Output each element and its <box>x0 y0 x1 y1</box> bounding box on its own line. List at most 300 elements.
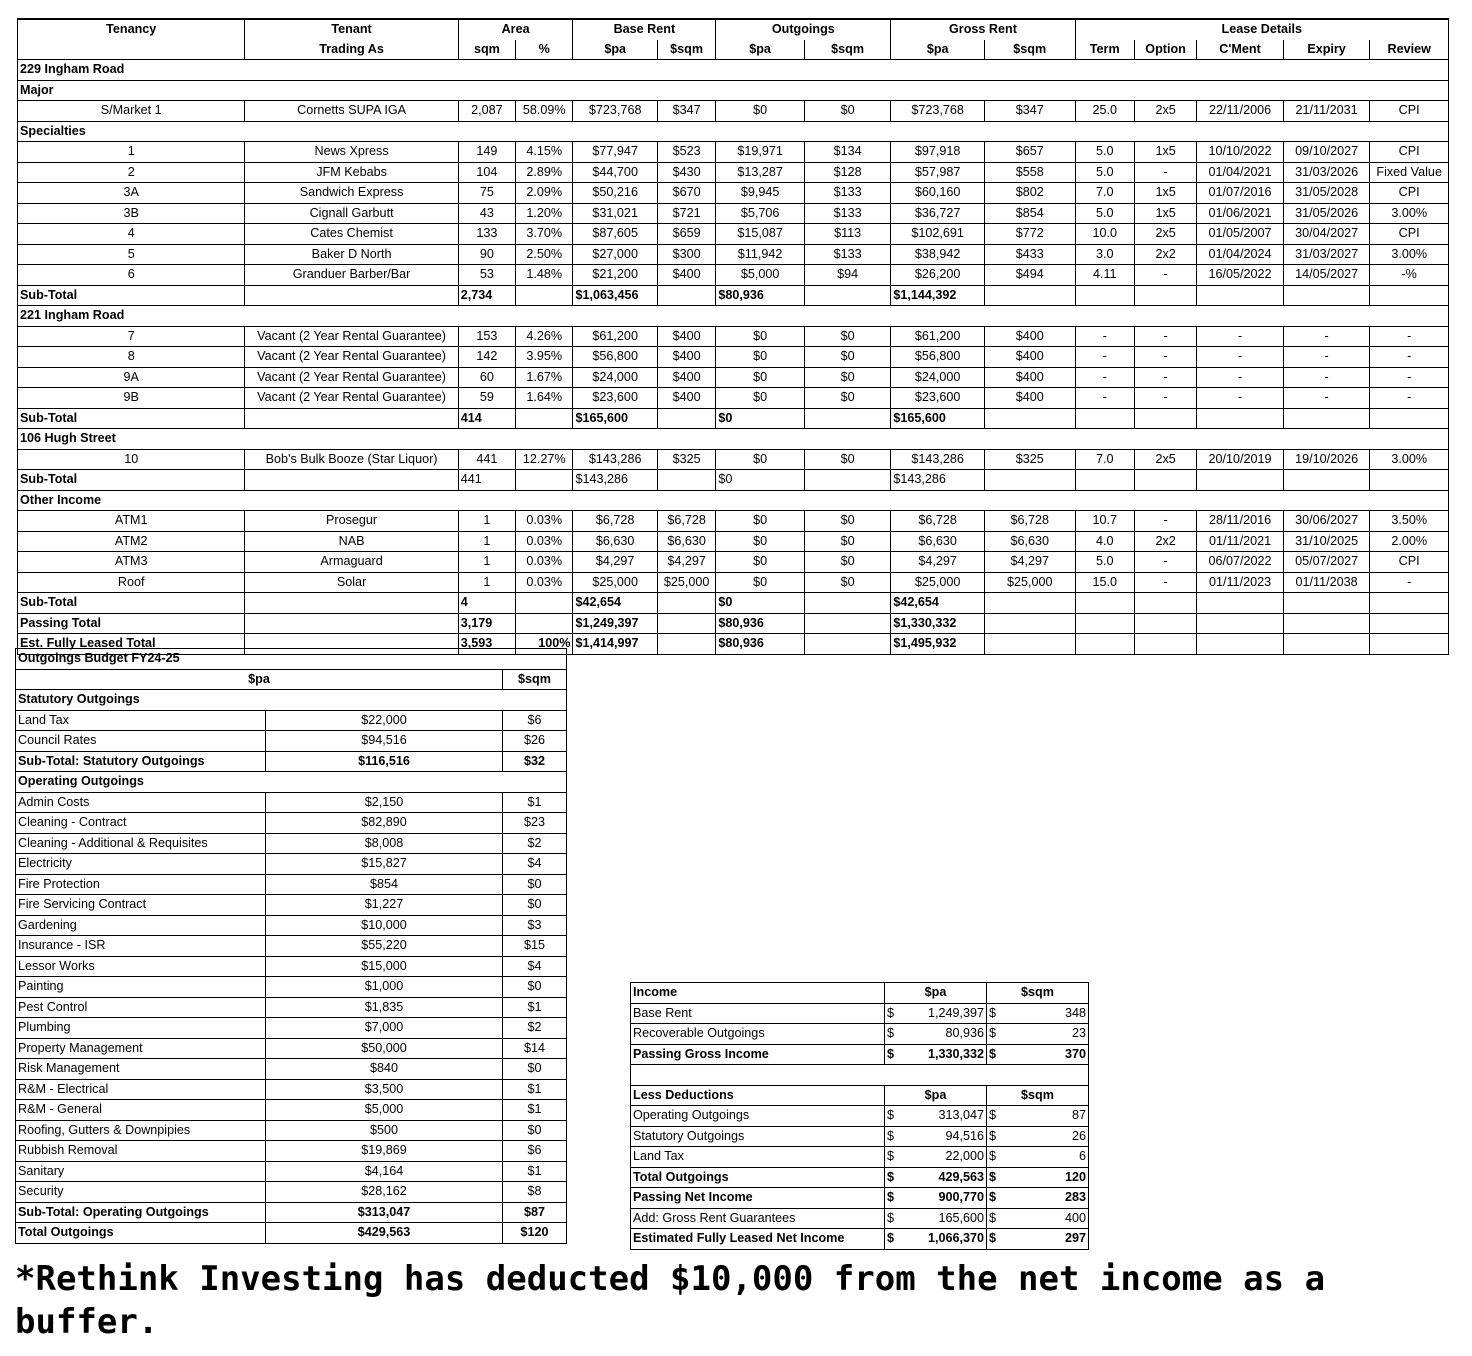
table-cell <box>1197 408 1284 429</box>
table-cell: $657 <box>984 142 1075 163</box>
table-cell: 1x5 <box>1134 183 1196 204</box>
table-cell: $400 <box>984 347 1075 368</box>
table-cell: $400 <box>657 265 715 286</box>
income-row <box>631 1167 1089 1188</box>
budget-item-pa: $840 <box>266 1059 503 1080</box>
table-cell: 21/11/2031 <box>1283 101 1370 122</box>
table-row <box>18 367 1449 388</box>
table-cell: 53 <box>458 265 515 286</box>
table-cell: $400 <box>657 347 715 368</box>
table-cell: 3,179 <box>458 613 515 634</box>
table-cell: - <box>1370 367 1449 388</box>
table-cell: 133 <box>458 224 515 245</box>
table-cell: Vacant (2 Year Rental Guarantee) <box>245 326 458 347</box>
table-cell: $80,936 <box>716 613 805 634</box>
table-cell: - <box>1134 388 1196 409</box>
income-header-sqm: $sqm <box>987 983 1089 1004</box>
budget-item-label: Sanitary <box>16 1161 266 1182</box>
table-row <box>18 347 1449 368</box>
income-sqm-value: 87 <box>1071 1108 1086 1122</box>
table-cell: 14/05/2027 <box>1283 265 1370 286</box>
budget-item-pa: $1,000 <box>266 977 503 998</box>
budget-item-label: Gardening <box>16 915 266 936</box>
budget-row <box>16 1161 567 1182</box>
table-cell: 22/11/2006 <box>1197 101 1284 122</box>
table-cell: $0 <box>716 367 805 388</box>
budget-row <box>16 977 567 998</box>
table-cell: - <box>1134 552 1196 573</box>
budget-row <box>16 1079 567 1100</box>
table-cell: $1,144,392 <box>891 285 985 306</box>
section-label: Major <box>18 80 1449 101</box>
table-cell: 0.03% <box>516 572 573 593</box>
table-cell: $77,947 <box>573 142 658 163</box>
table-row <box>18 511 1449 532</box>
currency-symbol: $ <box>989 1046 997 1061</box>
table-cell: $0 <box>716 449 805 470</box>
table-cell <box>1370 408 1449 429</box>
column-group-header: Gross Rent <box>891 19 1075 40</box>
currency-symbol: $ <box>887 1108 895 1122</box>
table-cell <box>1197 593 1284 614</box>
income-pa-value: 1,330,332 <box>927 1046 984 1061</box>
budget-item-label: Cleaning - Contract <box>16 813 266 834</box>
table-cell: 1 <box>458 572 515 593</box>
budget-item-pa: $15,000 <box>266 956 503 977</box>
table-cell: 01/04/2021 <box>1197 162 1284 183</box>
outgoings-budget-table <box>15 648 567 1244</box>
table-cell: - <box>1283 326 1370 347</box>
spacer-row <box>631 1065 1089 1086</box>
budget-item-pa: $429,563 <box>266 1223 503 1244</box>
budget-section-row <box>16 690 567 711</box>
table-cell: 3A <box>18 183 245 204</box>
table-cell: Granduer Barber/Bar <box>245 265 458 286</box>
currency-symbol: $ <box>989 1149 997 1163</box>
currency-symbol: $ <box>989 1128 997 1143</box>
budget-section-row <box>16 772 567 793</box>
currency-symbol: $ <box>989 1005 997 1020</box>
budget-item-sqm: $120 <box>503 1223 567 1244</box>
table-cell: 31/03/2026 <box>1283 162 1370 183</box>
table-cell: $21,200 <box>573 265 658 286</box>
table-cell: - <box>1075 326 1134 347</box>
budget-row <box>16 874 567 895</box>
table-cell: 2x5 <box>1134 101 1196 122</box>
table-cell: Armaguard <box>245 552 458 573</box>
table-cell: 01/11/2021 <box>1197 531 1284 552</box>
column-header <box>18 40 245 60</box>
income-row-label: Operating Outgoings <box>631 1106 885 1127</box>
table-cell: 2 <box>18 162 245 183</box>
table-cell: CPI <box>1370 552 1449 573</box>
table-cell <box>657 613 715 634</box>
income-pa-value: 22,000 <box>945 1149 984 1163</box>
table-cell: $0 <box>804 347 891 368</box>
table-cell: $400 <box>657 367 715 388</box>
currency-symbol: $ <box>989 1190 997 1204</box>
budget-item-label: Painting <box>16 977 266 998</box>
table-cell: 441 <box>458 470 515 491</box>
table-cell: 58.09% <box>516 101 573 122</box>
table-cell: 01/11/2038 <box>1283 572 1370 593</box>
table-cell: 1.67% <box>516 367 573 388</box>
column-header: C'Ment <box>1197 40 1284 60</box>
table-cell <box>804 593 891 614</box>
budget-row <box>16 997 567 1018</box>
income-row-label: Passing Net Income <box>631 1188 885 1209</box>
table-cell: 0.03% <box>516 511 573 532</box>
currency-symbol: $ <box>887 1005 895 1020</box>
table-cell: $143,286 <box>573 449 658 470</box>
header-row-1 <box>18 19 1449 40</box>
table-cell: $400 <box>984 388 1075 409</box>
budget-row <box>16 792 567 813</box>
table-cell: 104 <box>458 162 515 183</box>
table-cell: $325 <box>657 449 715 470</box>
table-cell: Sub-Total <box>18 285 245 306</box>
total-row <box>18 408 1449 429</box>
budget-item-label: Rubbish Removal <box>16 1141 266 1162</box>
budget-item-sqm: $2 <box>503 833 567 854</box>
total-row <box>18 613 1449 634</box>
income-sqm-value: 23 <box>1071 1026 1086 1040</box>
table-cell: 153 <box>458 326 515 347</box>
income-row-sqm <box>987 1044 1089 1065</box>
budget-item-sqm: $4 <box>503 956 567 977</box>
budget-row <box>16 1182 567 1203</box>
budget-item-pa: $1,835 <box>266 997 503 1018</box>
table-cell: $0 <box>804 388 891 409</box>
table-cell: $23,600 <box>573 388 658 409</box>
table-cell <box>984 408 1075 429</box>
budget-item-pa: $82,890 <box>266 813 503 834</box>
table-cell: 43 <box>458 203 515 224</box>
table-cell <box>984 593 1075 614</box>
table-cell: - <box>1075 367 1134 388</box>
column-group-header: Tenancy <box>18 19 245 40</box>
budget-item-sqm: $23 <box>503 813 567 834</box>
total-row <box>18 470 1449 491</box>
table-cell: 30/06/2027 <box>1283 511 1370 532</box>
table-cell: 90 <box>458 244 515 265</box>
table-cell: $300 <box>657 244 715 265</box>
table-cell: 12.27% <box>516 449 573 470</box>
table-row <box>18 265 1449 286</box>
table-cell: 1x5 <box>1134 142 1196 163</box>
table-cell <box>1283 613 1370 634</box>
table-cell <box>1370 593 1449 614</box>
table-cell <box>984 613 1075 634</box>
budget-item-label: Cleaning - Additional & Requisites <box>16 833 266 854</box>
income-sqm-value: 283 <box>1064 1190 1086 1204</box>
table-cell: Sub-Total <box>18 593 245 614</box>
table-cell: $0 <box>804 449 891 470</box>
budget-item-label: Total Outgoings <box>16 1223 266 1244</box>
table-cell: 01/07/2016 <box>1197 183 1284 204</box>
table-cell <box>1075 613 1134 634</box>
table-cell: $25,000 <box>891 572 985 593</box>
table-cell <box>1283 634 1370 655</box>
currency-symbol: $ <box>887 1190 895 1204</box>
income-header-pa: $pa <box>885 983 987 1004</box>
section-label: Specialties <box>18 121 1449 142</box>
budget-row <box>16 854 567 875</box>
table-cell <box>1197 470 1284 491</box>
budget-row <box>16 1100 567 1121</box>
table-cell: $6,630 <box>984 531 1075 552</box>
budget-row <box>16 1120 567 1141</box>
table-cell: 59 <box>458 388 515 409</box>
table-cell: $6,630 <box>573 531 658 552</box>
table-cell: 5.0 <box>1075 162 1134 183</box>
table-cell: 3.00% <box>1370 203 1449 224</box>
table-cell: - <box>1134 162 1196 183</box>
budget-row <box>16 1038 567 1059</box>
table-cell <box>804 470 891 491</box>
table-cell: 25.0 <box>1075 101 1134 122</box>
table-cell: - <box>1134 347 1196 368</box>
budget-title: Outgoings Budget FY24-25 <box>16 649 567 670</box>
table-cell: $347 <box>984 101 1075 122</box>
budget-row <box>16 1202 567 1223</box>
income-pa-value: 165,600 <box>938 1210 984 1225</box>
table-cell <box>1134 285 1196 306</box>
table-cell: $0 <box>804 572 891 593</box>
table-cell: $42,654 <box>573 593 658 614</box>
table-cell: 3.50% <box>1370 511 1449 532</box>
budget-item-pa: $22,000 <box>266 710 503 731</box>
table-cell: $80,936 <box>716 285 805 306</box>
table-cell: $1,063,456 <box>573 285 658 306</box>
table-cell: Baker D North <box>245 244 458 265</box>
table-cell: 3.00% <box>1370 449 1449 470</box>
tenancy-schedule-table <box>17 18 1449 655</box>
table-cell <box>1134 408 1196 429</box>
table-cell: $0 <box>716 531 805 552</box>
table-cell: Vacant (2 Year Rental Guarantee) <box>245 388 458 409</box>
table-row <box>18 531 1449 552</box>
currency-symbol: $ <box>989 1231 997 1245</box>
table-cell: $143,286 <box>891 449 985 470</box>
income-row <box>631 1024 1089 1045</box>
table-cell: $0 <box>716 470 805 491</box>
table-cell: $25,000 <box>984 572 1075 593</box>
income-pa-value: 80,936 <box>945 1026 984 1040</box>
budget-row <box>16 1223 567 1244</box>
table-row <box>18 552 1449 573</box>
table-cell: $50,216 <box>573 183 658 204</box>
spacer-cell <box>631 1065 1089 1086</box>
header-row-2 <box>18 40 1449 60</box>
table-cell: $5,706 <box>716 203 805 224</box>
budget-item-label: Electricity <box>16 854 266 875</box>
table-cell <box>1075 470 1134 491</box>
table-cell: $4,297 <box>573 552 658 573</box>
table-cell: 9A <box>18 367 245 388</box>
currency-symbol: $ <box>887 1026 895 1040</box>
budget-item-sqm: $87 <box>503 1202 567 1223</box>
table-cell: $1,249,397 <box>573 613 658 634</box>
table-cell <box>984 285 1075 306</box>
table-cell: 5.0 <box>1075 203 1134 224</box>
table-cell: $5,000 <box>716 265 805 286</box>
budget-item-pa: $5,000 <box>266 1100 503 1121</box>
budget-item-pa: $15,827 <box>266 854 503 875</box>
budget-row <box>16 936 567 957</box>
table-cell: $6,728 <box>891 511 985 532</box>
table-cell: $325 <box>984 449 1075 470</box>
table-cell: 16/05/2022 <box>1197 265 1284 286</box>
column-header: $pa <box>716 40 805 60</box>
budget-item-pa: $3,500 <box>266 1079 503 1100</box>
budget-item-label: Property Management <box>16 1038 266 1059</box>
table-cell: 10 <box>18 449 245 470</box>
income-summary-table <box>630 982 1089 1250</box>
table-cell: Vacant (2 Year Rental Guarantee) <box>245 347 458 368</box>
table-cell: $31,021 <box>573 203 658 224</box>
column-header: $sqm <box>984 40 1075 60</box>
budget-item-sqm: $0 <box>503 895 567 916</box>
budget-item-sqm: $32 <box>503 751 567 772</box>
table-cell <box>1283 470 1370 491</box>
section-label: Other Income <box>18 490 1449 511</box>
table-cell <box>245 613 458 634</box>
budget-item-label: Plumbing <box>16 1018 266 1039</box>
section-row <box>18 121 1449 142</box>
table-cell: $0 <box>716 101 805 122</box>
table-cell: $0 <box>716 572 805 593</box>
table-cell: 15.0 <box>1075 572 1134 593</box>
income-pa-value: 1,249,397 <box>927 1005 984 1020</box>
table-row <box>18 162 1449 183</box>
table-cell: 31/05/2026 <box>1283 203 1370 224</box>
currency-symbol: $ <box>989 1210 997 1225</box>
table-cell: $27,000 <box>573 244 658 265</box>
currency-symbol: $ <box>887 1128 895 1143</box>
budget-item-sqm: $0 <box>503 977 567 998</box>
table-cell <box>1370 285 1449 306</box>
income-row-sqm <box>987 1229 1089 1250</box>
table-cell: $133 <box>804 203 891 224</box>
table-cell: 1.20% <box>516 203 573 224</box>
table-cell: 1.64% <box>516 388 573 409</box>
column-group-header: Base Rent <box>573 19 716 40</box>
budget-item-pa: $4,164 <box>266 1161 503 1182</box>
budget-row <box>16 833 567 854</box>
table-cell: $6,728 <box>573 511 658 532</box>
income-row <box>631 1126 1089 1147</box>
table-cell: 4.15% <box>516 142 573 163</box>
section-label: 221 Ingham Road <box>18 306 1449 327</box>
income-row-label: Estimated Fully Leased Net Income <box>631 1229 885 1250</box>
budget-item-sqm: $14 <box>503 1038 567 1059</box>
income-pa-value: 313,047 <box>938 1108 984 1122</box>
income-pa-value: 94,516 <box>945 1128 984 1143</box>
table-cell <box>516 408 573 429</box>
total-row <box>18 593 1449 614</box>
table-cell: $38,942 <box>891 244 985 265</box>
table-cell: $56,800 <box>573 347 658 368</box>
table-cell: - <box>1197 367 1284 388</box>
table-cell: - <box>1283 347 1370 368</box>
table-cell: - <box>1134 511 1196 532</box>
income-row-label: Total Outgoings <box>631 1167 885 1188</box>
table-cell: - <box>1134 265 1196 286</box>
budget-item-sqm: $1 <box>503 997 567 1018</box>
table-cell: NAB <box>245 531 458 552</box>
table-cell: 06/07/2022 <box>1197 552 1284 573</box>
table-row <box>18 388 1449 409</box>
table-cell: - <box>1197 326 1284 347</box>
income-header-pa: $pa <box>885 1085 987 1106</box>
table-row <box>18 224 1449 245</box>
table-cell: 30/04/2027 <box>1283 224 1370 245</box>
budget-row <box>16 731 567 752</box>
budget-item-sqm: $0 <box>503 1059 567 1080</box>
table-cell: $26,200 <box>891 265 985 286</box>
table-cell: 28/11/2016 <box>1197 511 1284 532</box>
income-sqm-value: 370 <box>1064 1046 1086 1061</box>
table-cell: $143,286 <box>891 470 985 491</box>
budget-item-sqm: $0 <box>503 874 567 895</box>
table-cell: -% <box>1370 265 1449 286</box>
table-row <box>18 244 1449 265</box>
budget-row <box>16 710 567 731</box>
table-cell: $102,691 <box>891 224 985 245</box>
income-header-row <box>631 983 1089 1004</box>
column-header: sqm <box>458 40 515 60</box>
table-cell: $133 <box>804 244 891 265</box>
table-cell <box>245 285 458 306</box>
budget-header-row <box>16 669 567 690</box>
table-cell: $56,800 <box>891 347 985 368</box>
budget-row <box>16 915 567 936</box>
table-cell: Vacant (2 Year Rental Guarantee) <box>245 367 458 388</box>
section-row <box>18 429 1449 450</box>
table-cell: 1.48% <box>516 265 573 286</box>
budget-item-label: Fire Servicing Contract <box>16 895 266 916</box>
table-cell <box>1197 634 1284 655</box>
table-cell: 2,087 <box>458 101 515 122</box>
table-cell: 149 <box>458 142 515 163</box>
table-cell: News Xpress <box>245 142 458 163</box>
table-cell: CPI <box>1370 101 1449 122</box>
table-cell: $347 <box>657 101 715 122</box>
table-cell: $1,495,932 <box>891 634 985 655</box>
table-cell: 6 <box>18 265 245 286</box>
table-cell: $19,971 <box>716 142 805 163</box>
table-cell: $24,000 <box>573 367 658 388</box>
budget-item-pa: $55,220 <box>266 936 503 957</box>
table-cell: ATM1 <box>18 511 245 532</box>
table-cell: 31/10/2025 <box>1283 531 1370 552</box>
total-row <box>18 285 1449 306</box>
income-row <box>631 1229 1089 1250</box>
table-cell <box>1134 593 1196 614</box>
table-cell: $0 <box>804 367 891 388</box>
table-cell: $0 <box>804 511 891 532</box>
table-cell: $23,600 <box>891 388 985 409</box>
section-row <box>18 490 1449 511</box>
income-pa-value: 900,770 <box>938 1190 984 1204</box>
column-header: Option <box>1134 40 1196 60</box>
table-cell: 09/10/2027 <box>1283 142 1370 163</box>
table-cell: $400 <box>657 326 715 347</box>
table-cell: $0 <box>716 326 805 347</box>
table-cell: 31/05/2028 <box>1283 183 1370 204</box>
table-cell: 8 <box>18 347 245 368</box>
